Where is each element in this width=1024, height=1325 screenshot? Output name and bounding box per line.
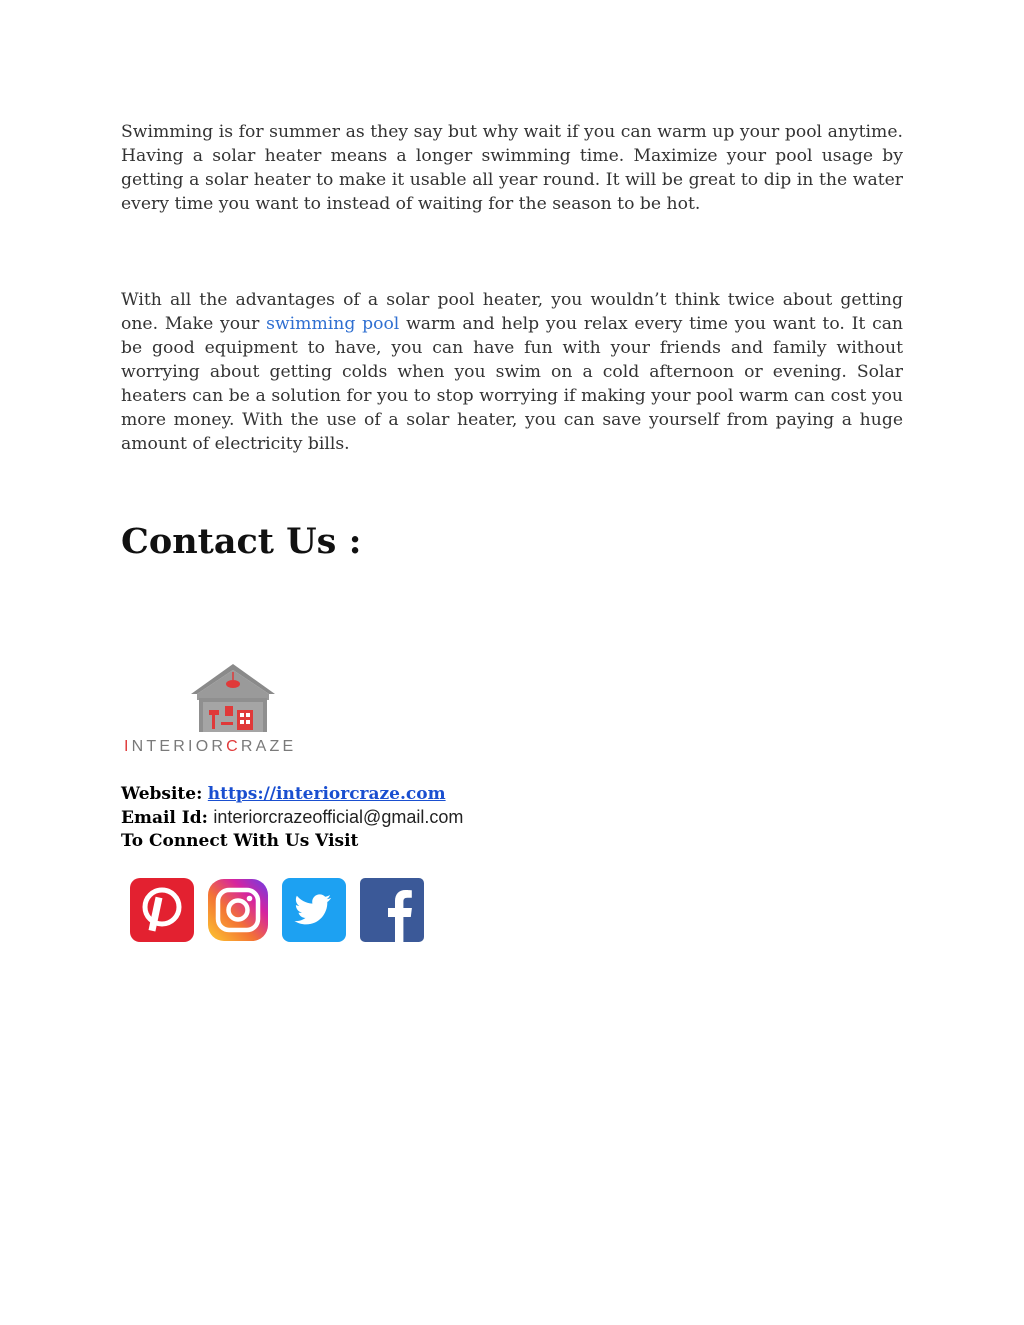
twitter-button[interactable] [281, 877, 347, 947]
social-links [121, 875, 903, 949]
document-page [121, 120, 903, 949]
twitter-icon [281, 877, 347, 943]
contact-info [121, 783, 903, 853]
contact-heading: Contact Us : [121, 521, 362, 562]
swimming-pool-link[interactable]: swimming pool [266, 314, 400, 334]
paragraph-advantages-start: With all the advantages of a solar pool heater, you wouldn’t think twice about getting one. Make your [121, 290, 903, 334]
email-value: interiorcrazeofficial@gmail.com [213, 807, 464, 827]
website-label: Website: [121, 784, 203, 804]
email-line [121, 806, 903, 830]
paragraph-advantages-end: warm and help you relax every time you want to. It can be good equipment to have, you can have fun with your friends and family without worrying about getting colds when you swim on a cold afternoon or evening. Solar heaters can be a solution for you to stop worrying if making your pool warm can cost you more money. With the use of a solar heater, you can save yourself from paying a huge amount of electricity bills. [121, 314, 904, 454]
website-link[interactable]: https://interiorcraze.com [207, 784, 446, 804]
facebook-button[interactable] [359, 877, 425, 947]
logo-wordmark: INTERIORCRAZE [124, 738, 297, 755]
logo-graphic [121, 662, 351, 757]
connect-text: To Connect With Us Visit [121, 831, 359, 851]
paragraph-advantages [121, 288, 903, 456]
pinterest-icon [129, 877, 195, 943]
website-line [121, 783, 903, 806]
interiorcraze-logo [121, 662, 351, 757]
facebook-icon [359, 877, 425, 943]
instagram-button[interactable] [207, 875, 269, 949]
instagram-icon [207, 875, 269, 945]
paragraph-intro: Swimming is for summer as they say but why wait if you can warm up your pool anytime. Having a solar heater means a longer swimming time. Maximize your pool usage by getting a solar heater to make it usable all year round. It will be great to dip in the water every time you want to instead of waiting for the season to be hot. [121, 122, 903, 214]
email-label: Email Id: [121, 808, 208, 828]
pinterest-button[interactable] [129, 877, 195, 947]
